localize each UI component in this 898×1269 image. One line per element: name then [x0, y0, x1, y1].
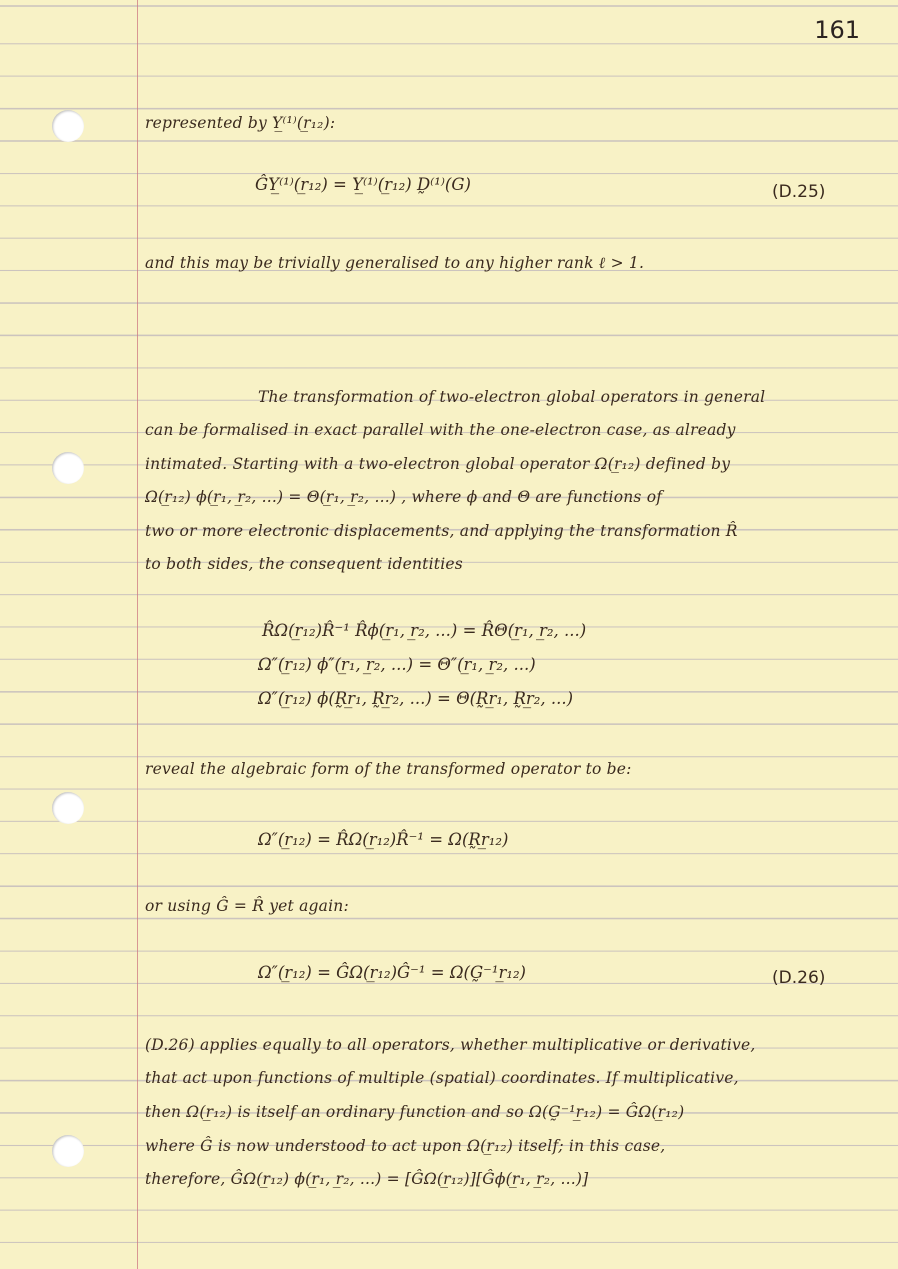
- text-line: then Ω(r̲₁₂) is itself an ordinary function and so Ω(G̰⁻¹r̲₁₂) = ĜΩ(r̲₁₂): [145, 1103, 685, 1121]
- text-line: where Ĝ is now understood to act upon Ω(r̲₁₂) itself; in this case,: [145, 1137, 666, 1155]
- page-number: 161: [814, 16, 860, 44]
- identity-2: Ω″(r̲₁₂) ϕ″(r̲₁, r̲₂, ...) = Θ″(r̲₁, r̲₂, ...): [258, 655, 536, 674]
- punch-hole-icon: [52, 1135, 84, 1167]
- text-line: reveal the algebraic form of the transformed operator to be:: [145, 760, 632, 778]
- equation-d25: ĜΥ̲⁽¹⁾(r̲₁₂) = Υ̲⁽¹⁾(r̲₁₂) D̰⁽¹⁾(G): [255, 175, 471, 194]
- text-line: or using Ĝ = R̂ yet again:: [145, 897, 349, 915]
- equation-d26: Ω″(r̲₁₂) = ĜΩ(r̲₁₂)Ĝ⁻¹ = Ω(G̰⁻¹r̲₁₂): [258, 963, 526, 982]
- identity-1: R̂Ω(r̲₁₂)R̂⁻¹ R̂ϕ(r̲₁, r̲₂, ...) = R̂Θ(r̲₁, r̲₂, ...): [262, 621, 587, 640]
- margin-rule: [137, 0, 138, 1269]
- text-line: that act upon functions of multiple (spatial) coordinates. If multiplicative,: [145, 1069, 739, 1087]
- equation-tag-d25: (D.25): [772, 182, 826, 202]
- punch-hole-icon: [52, 452, 84, 484]
- transformed-operator: Ω″(r̲₁₂) = R̂Ω(r̲₁₂)R̂⁻¹ = Ω(R̰r̲₁₂): [258, 830, 509, 849]
- text-line: The transformation of two-electron global operators in general: [258, 388, 766, 406]
- text-line: two or more electronic displacements, and applying the transformation R̂: [145, 522, 738, 540]
- text-line: can be formalised in exact parallel with the one-electron case, as already: [145, 421, 736, 439]
- text-line: represented by Υ̲⁽¹⁾(r̲₁₂):: [145, 114, 336, 132]
- text-line: Ω(r̲₁₂) ϕ(r̲₁, r̲₂, ...) = Θ(r̲₁, r̲₂, ...) , where ϕ and Θ are functions of: [145, 488, 663, 506]
- text-line: (D.26) applies equally to all operators, whether multiplicative or derivative,: [145, 1036, 756, 1054]
- text-line: and this may be trivially generalised to any higher rank ℓ > 1.: [145, 254, 645, 272]
- identity-3: Ω″(r̲₁₂) ϕ(R̰r̲₁, R̰r̲₂, ...) = Θ(R̰r̲₁, R̰r̲₂, ...): [258, 689, 574, 708]
- text-line: to both sides, the consequent identities: [145, 555, 463, 573]
- equation-tag-d26: (D.26): [772, 968, 826, 988]
- text-line: therefore, ĜΩ(r̲₁₂) ϕ(r̲₁, r̲₂, ...) = [ĜΩ(r̲₁₂)][Ĝϕ(r̲₁, r̲₂, ...)]: [145, 1170, 589, 1188]
- text-line: intimated. Starting with a two-electron global operator Ω(r̲₁₂) defined by: [145, 455, 731, 473]
- punch-hole-icon: [52, 110, 84, 142]
- punch-hole-icon: [52, 792, 84, 824]
